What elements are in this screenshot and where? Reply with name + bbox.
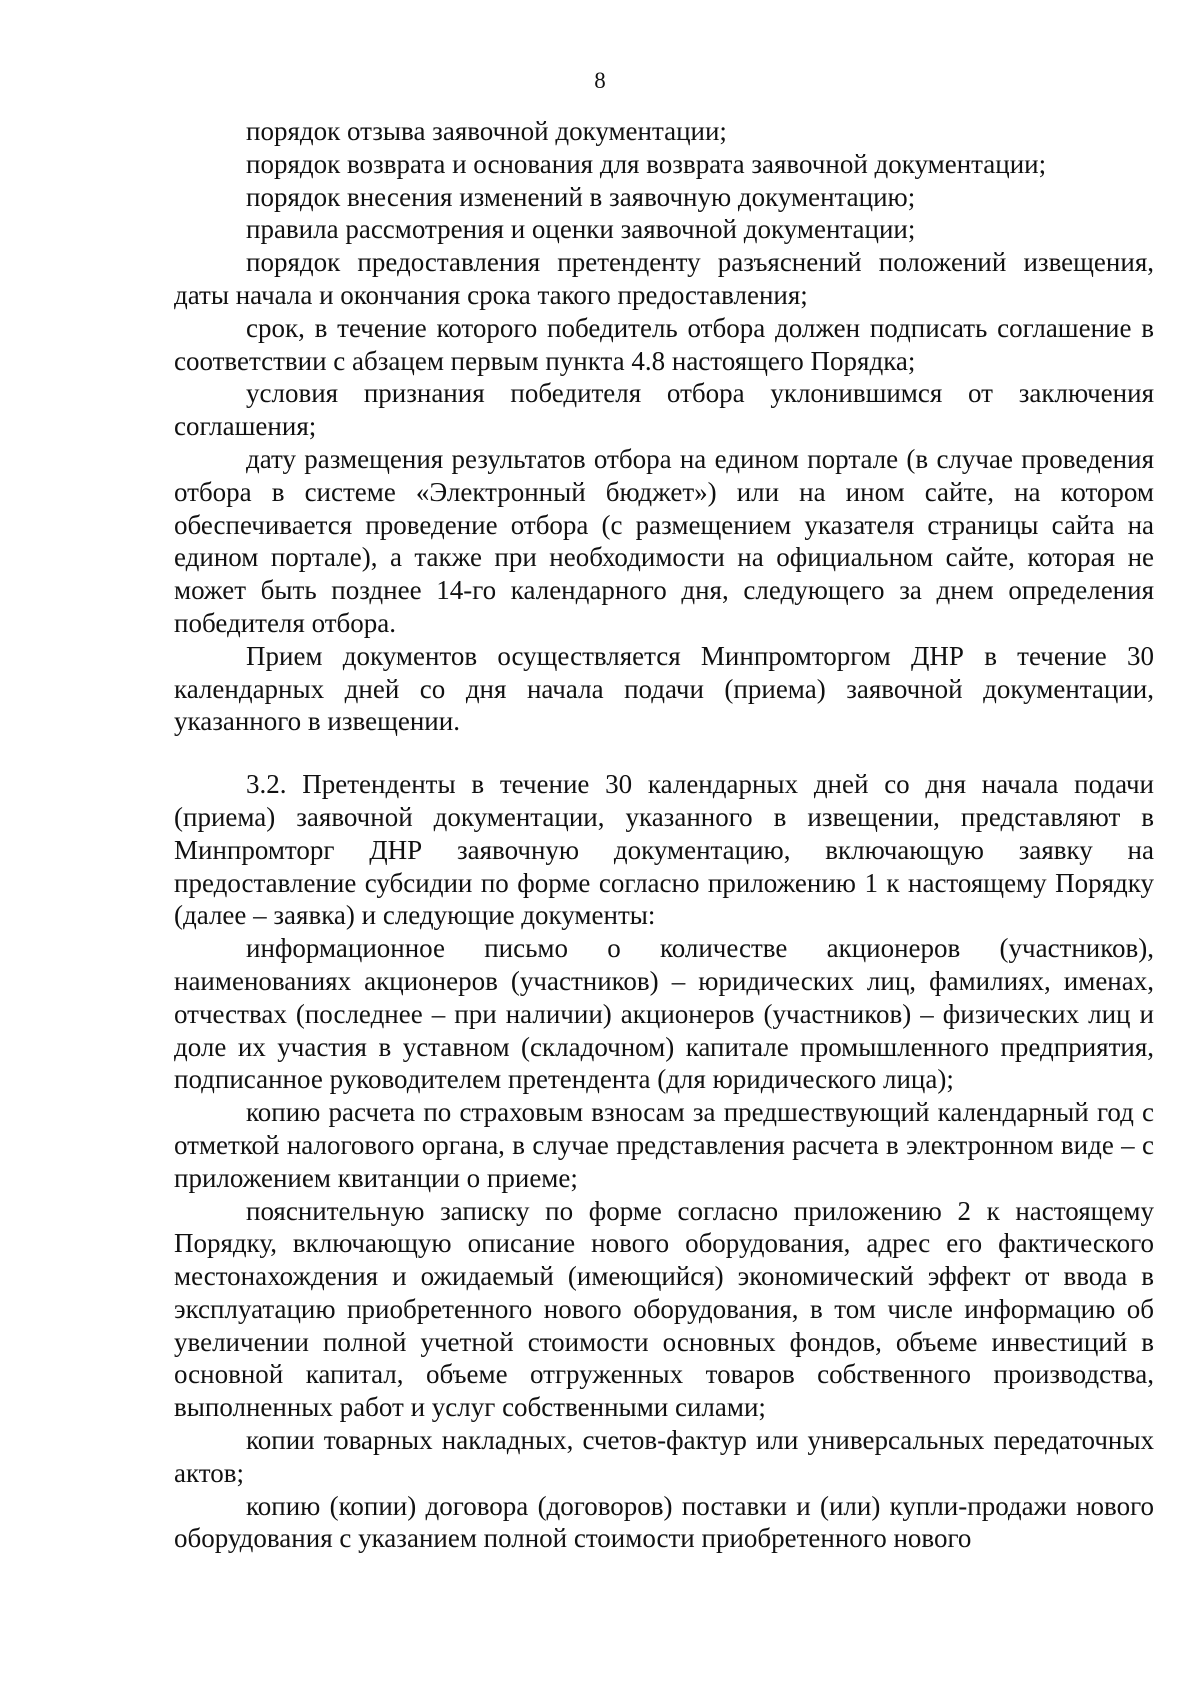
paragraph: условия признания победителя отбора уклонившимся от заключения соглашения; <box>174 378 1154 442</box>
paragraph: копию расчета по страховым взносам за предшествующий календарный год с отметкой налогового органа, в случае представления расчета в электронном виде – с приложением квитанции о приеме; <box>174 1097 1154 1193</box>
paragraph: пояснительную записку по форме согласно приложению 2 к настоящему Порядку, включающую описание нового оборудования, адрес его фактического местонахождения и ожидаемый (имеющийся) экономический эффект от ввода в эксплуатацию приобретенного нового оборудования, в том числе информацию об увеличении полной учетной стоимости основных фондов, объеме инвестиций в основной капитал, объеме отгруженных товаров собственного производства, выполненных работ и услуг собственными силами; <box>174 1195 1154 1423</box>
paragraph: Прием документов осуществляется Минпромторгом ДНР в течение 30 календарных дней со дня начала подачи (приема) заявочной документации, указанного в извещении. <box>174 640 1154 737</box>
document-body <box>174 115 1154 1555</box>
paragraph: порядок отзыва заявочной документации; <box>246 116 727 146</box>
paragraph: срок, в течение которого победитель отбора должен подписать соглашение в соответствии с абзацем первым пункта 4.8 настоящего Порядка; <box>174 312 1154 376</box>
paragraph: порядок внесения изменений в заявочную документацию; <box>246 181 916 212</box>
page-number: 8 <box>594 68 606 93</box>
paragraph: дату размещения результатов отбора на едином портале (в случае проведения отбора в системе «Электронный бюджет») или на ином сайте, на котором обеспечивается проведение отбора (с размещением указателя страницы сайта на едином портале), а также при необходимости на официальном сайте, которая не может быть позднее 14-го календарного дня, следующего за днем определения победителя отбора. <box>174 443 1154 638</box>
paragraph: информационное письмо о количестве акционеров (участников), наименованиях акционеров (участников) – юридических лиц, фамилиях, именах, отчествах (последнее – при наличии) акционеров (участников) – физических лиц и доле их участия в уставном (складочном) капитале промышленного предприятия, подписанное руководителем претендента (для юридического лица); <box>174 933 1154 1095</box>
section-paragraph: 3.2. Претенденты в течение 30 календарных дней со дня начала подачи (приема) заявочной документации, указанного в извещении, представляют в Минпромторг ДНР заявочную документацию, включающую заявку на предоставление субсидии по форме согласно приложению 1 к настоящему Порядку (далее – заявка) и следующие документы: <box>174 769 1154 931</box>
paragraph: копию (копии) договора (договоров) поставки и (или) купли-продажи нового оборудования с указанием полной стоимости приобретенного нового <box>174 1490 1154 1554</box>
paragraph: копии товарных накладных, счетов-фактур или универсальных передаточных актов; <box>174 1425 1154 1488</box>
paragraph: порядок предоставления претенденту разъяснений положений извещения, даты начала и окончания срока такого предоставления; <box>174 247 1154 310</box>
paragraph: порядок возврата и основания для возврата заявочной документации; <box>246 148 1047 179</box>
paragraph: правила рассмотрения и оценки заявочной документации; <box>246 214 916 245</box>
